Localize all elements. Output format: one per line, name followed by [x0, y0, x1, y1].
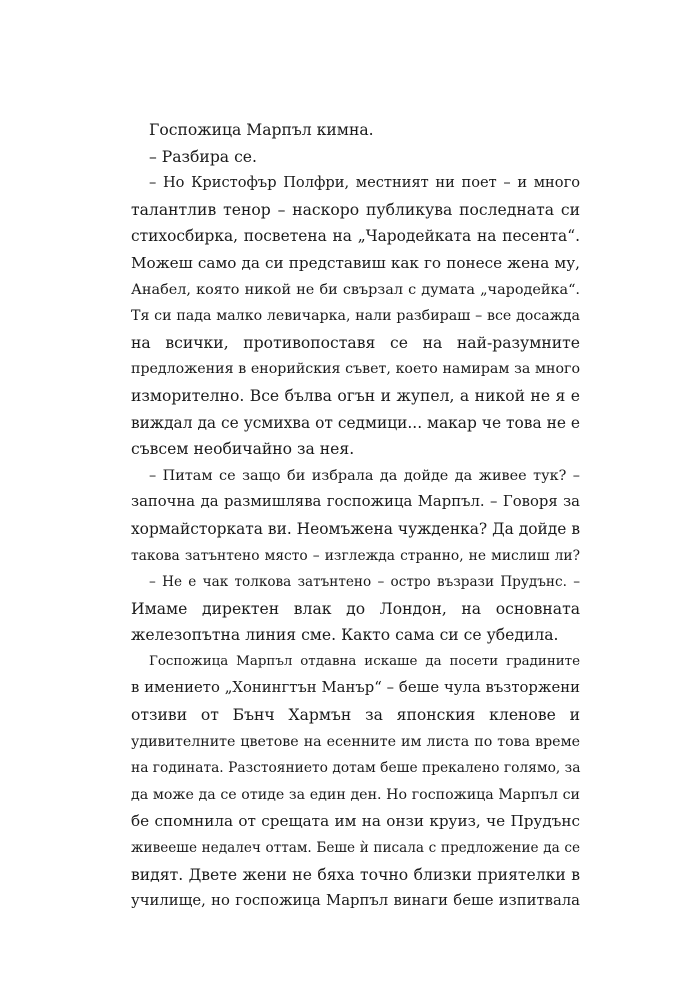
text-line: талантлив тенор – наскоро публикува последната си	[131, 200, 580, 219]
text-line: училище, но госпожица Марпъл винаги беше изпитвала	[131, 892, 580, 910]
text-line: започна да размишлява госпожица Марпъл. – Говоря за	[131, 493, 580, 511]
text-line: съвсем необичайно за нея.	[131, 440, 355, 459]
text-line: Можеш само да си представиш как го понесе жена му,	[131, 253, 580, 272]
text-line: – Разбира се.	[149, 147, 257, 166]
text-line: удивителните цветове на есенните им листа по това време	[131, 733, 580, 750]
text-line: да може да се отиде за един ден. Но госпожица Марпъл си	[131, 786, 580, 803]
text-line: на всички, противопоставя се на най-разумните	[131, 333, 580, 352]
text-line: в имението „Хонингтън Манър“ – беше чула възторжени	[131, 679, 580, 697]
text-line: видят. Двете жени не бяха точно близки приятелки в	[131, 865, 580, 884]
text-line: на годината. Разстоянието дотам беше прекалено голямо, за	[131, 760, 581, 777]
text-line: такова затънтено място – изглежда странно, не мислиш ли?	[131, 547, 580, 564]
text-line: – Не е чак толкова затънтено – остро възрази Прудънс. –	[149, 574, 580, 591]
text-line: – Питам се защо би избрала да дойде да живее тук? –	[149, 467, 580, 484]
text-line: стихосбирка, посветена на „Чародейката на песента“.	[131, 227, 580, 246]
body-text	[131, 117, 580, 915]
text-line: Госпожица Марпъл отдавна искаше да посети градините	[149, 653, 580, 669]
text-line: железопътна линия сме. Както сама си се убедила.	[131, 626, 559, 645]
text-line: хормайсторката ви. Неомъжена чужденка? Да дойде в	[131, 519, 580, 538]
text-line: живееше недалеч оттам. Беше ѝ писала с предложение да се	[131, 840, 580, 857]
text-line: изморително. Все бълва огън и жупел, а никой не я е	[131, 386, 580, 405]
text-line: Тя си пада малко левичарка, нали разбираш – все досажда	[131, 308, 580, 325]
text-line: отзиви от Бънч Хармън за японския кленове и	[131, 706, 580, 725]
text-line: предложения в енорийския съвет, което намирам за много	[131, 361, 580, 378]
text-line: Имаме директен влак до Лондон, на основната	[131, 599, 580, 618]
text-line: Госпожица Марпъл кимна.	[149, 121, 374, 139]
text-line: – Но Кристофър Полфри, местният ни поет – и много	[149, 174, 580, 192]
text-line: Анабел, която никой не би свързал с думата „чародейка“.	[131, 281, 580, 298]
text-line: бе спомнила от срещата им на онзи круиз, че Прудънс	[131, 812, 580, 831]
text-line: виждал да се усмихва от седмици... макар че това не е	[131, 413, 580, 432]
